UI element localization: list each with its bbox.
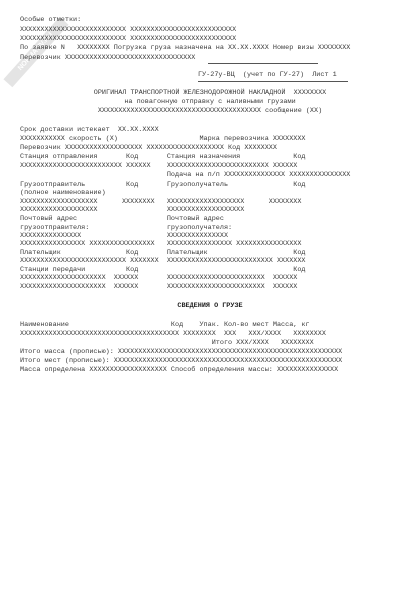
placeholder-line-2: XXXXXXXXXXXXXXXXXXXXXXXXXX XXXXXXXXXXXXXXXXXXXXXXXXXX — [20, 35, 237, 43]
shipper-consignee-values: XXXXXXXXXXXXXXXXXXX XXXXXXXX XXXXXXXXXXXXXXXXXXX XXXXXXXX — [20, 198, 302, 206]
request-line: По заявке N XXXXXXXX Погрузка груза назначена на XX.XX.XXXX Номер визы XXXXXXXX — [20, 44, 351, 52]
cargo-total-row: Итого XXX/XXXX XXXXXXXX — [20, 339, 314, 347]
mass-determination: Масса определена XXXXXXXXXXXXXXXXXXX Способ определения массы: XXXXXXXXXXXXXXX — [20, 366, 339, 374]
total-places-in-words: Итого мест (прописью): XXXXXXXXXXXXXXXXXXXXXXXXXXXXXXXXXXXXXXXXXXXXXXXXXXXXXXXX — [20, 357, 343, 365]
postal-address-owner: грузоотправителя: грузополучателя: — [20, 224, 233, 232]
cargo-section-title: СВЕДЕНИЯ О ГРУЗЕ — [177, 302, 243, 310]
payer-header: Плательщик Код Плательщик Код — [20, 249, 306, 257]
total-mass-in-words: Итого масса (прописью): XXXXXXXXXXXXXXXXXXXXXXXXXXXXXXXXXXXXXXXXXXXXXXXXXXXXXXX — [20, 348, 343, 356]
track-supply-row: Подача на п/п XXXXXXXXXXXXXXX XXXXXXXXXXXXXXX — [20, 171, 351, 179]
shipper-consignee-header: Грузоотправитель Код Грузополучатель Код — [20, 181, 306, 189]
stations-values: XXXXXXXXXXXXXXXXXXXXXXXXX XXXXXX XXXXXXXXXXXXXXXXXXXXXXXXX XXXXXX — [20, 162, 298, 170]
form-code: ГУ-27у-ВЦ (учет по ГУ-27) Лист 1 — [198, 71, 337, 79]
cargo-row: XXXXXXXXXXXXXXXXXXXXXXXXXXXXXXXXXXXXXXX XXXXXXXX XXX XXX/XXXX XXXXXXXX — [20, 330, 326, 338]
postal-address-header: Почтовый адрес Почтовый адрес — [20, 215, 224, 223]
signature-rule — [208, 63, 318, 64]
carrier-code-row: Перевозчик XXXXXXXXXXXXXXXXXXX XXXXXXXXXXXXXXXXXXX Код XXXXXXXX — [20, 144, 277, 152]
transfer-station-row-1: XXXXXXXXXXXXXXXXXXXXX XXXXXX XXXXXXXXXXXXXXXXXXXXXXXX XXXXXX — [20, 274, 298, 282]
transfer-stations-header: Станции передачи Код Код — [20, 266, 306, 274]
form-code-rule — [198, 81, 348, 82]
transfer-station-row-2: XXXXXXXXXXXXXXXXXXXXX XXXXXX XXXXXXXXXXXXXXXXXXXXXXXX XXXXXX — [20, 283, 298, 291]
full-name-note: (полное наименование) — [20, 189, 106, 197]
cargo-table-header: Наименование Код Упак. Кол-во мест Масса, кг — [20, 321, 310, 329]
stations-header: Станция отправления Код Станция назначения Код — [20, 153, 306, 161]
payer-values: XXXXXXXXXXXXXXXXXXXXXXXXXX XXXXXXX XXXXXXXXXXXXXXXXXXXXXXXXXX XXXXXXX — [20, 257, 306, 265]
shipper-consignee-values-2: XXXXXXXXXXXXXXXXXXX XXXXXXXXXXXXXXXXXXX — [20, 206, 245, 214]
waybill-subtitle: на повагонную отправку с наливными грузами — [124, 98, 296, 106]
speed-and-carrier-mark: XXXXXXXXXXX скорость (X) Марка перевозчика XXXXXXXX — [20, 135, 306, 143]
carrier-line: Перевозчик XXXXXXXXXXXXXXXXXXXXXXXXXXXXXXXX — [20, 54, 196, 62]
postal-address-line-2: XXXXXXXXXXXXXXXX XXXXXXXXXXXXXXXX XXXXXXXXXXXXXXXX XXXXXXXXXXXXXXXX — [20, 240, 302, 248]
watermark: NORMATIV.RU — [3, 17, 68, 87]
placeholder-line-1: XXXXXXXXXXXXXXXXXXXXXXXXXX XXXXXXXXXXXXXXXXXXXXXXXXXX — [20, 26, 237, 34]
special-marks-label: Особые отметки: — [20, 16, 82, 24]
waybill-message-type: XXXXXXXXXXXXXXXXXXXXXXXXXXXXXXXXXXXXXXXX сообщение (XX) — [97, 107, 323, 115]
waybill-title: ОРИГИНАЛ ТРАНСПОРТНОЙ ЖЕЛЕЗНОДОРОЖНОЙ НАКЛАДНОЙ XXXXXXXX — [93, 89, 327, 97]
postal-address-line-1: XXXXXXXXXXXXXXX XXXXXXXXXXXXXXX — [20, 232, 229, 240]
delivery-deadline: Срок доставки истекает XX.XX.XXXX — [20, 126, 159, 134]
